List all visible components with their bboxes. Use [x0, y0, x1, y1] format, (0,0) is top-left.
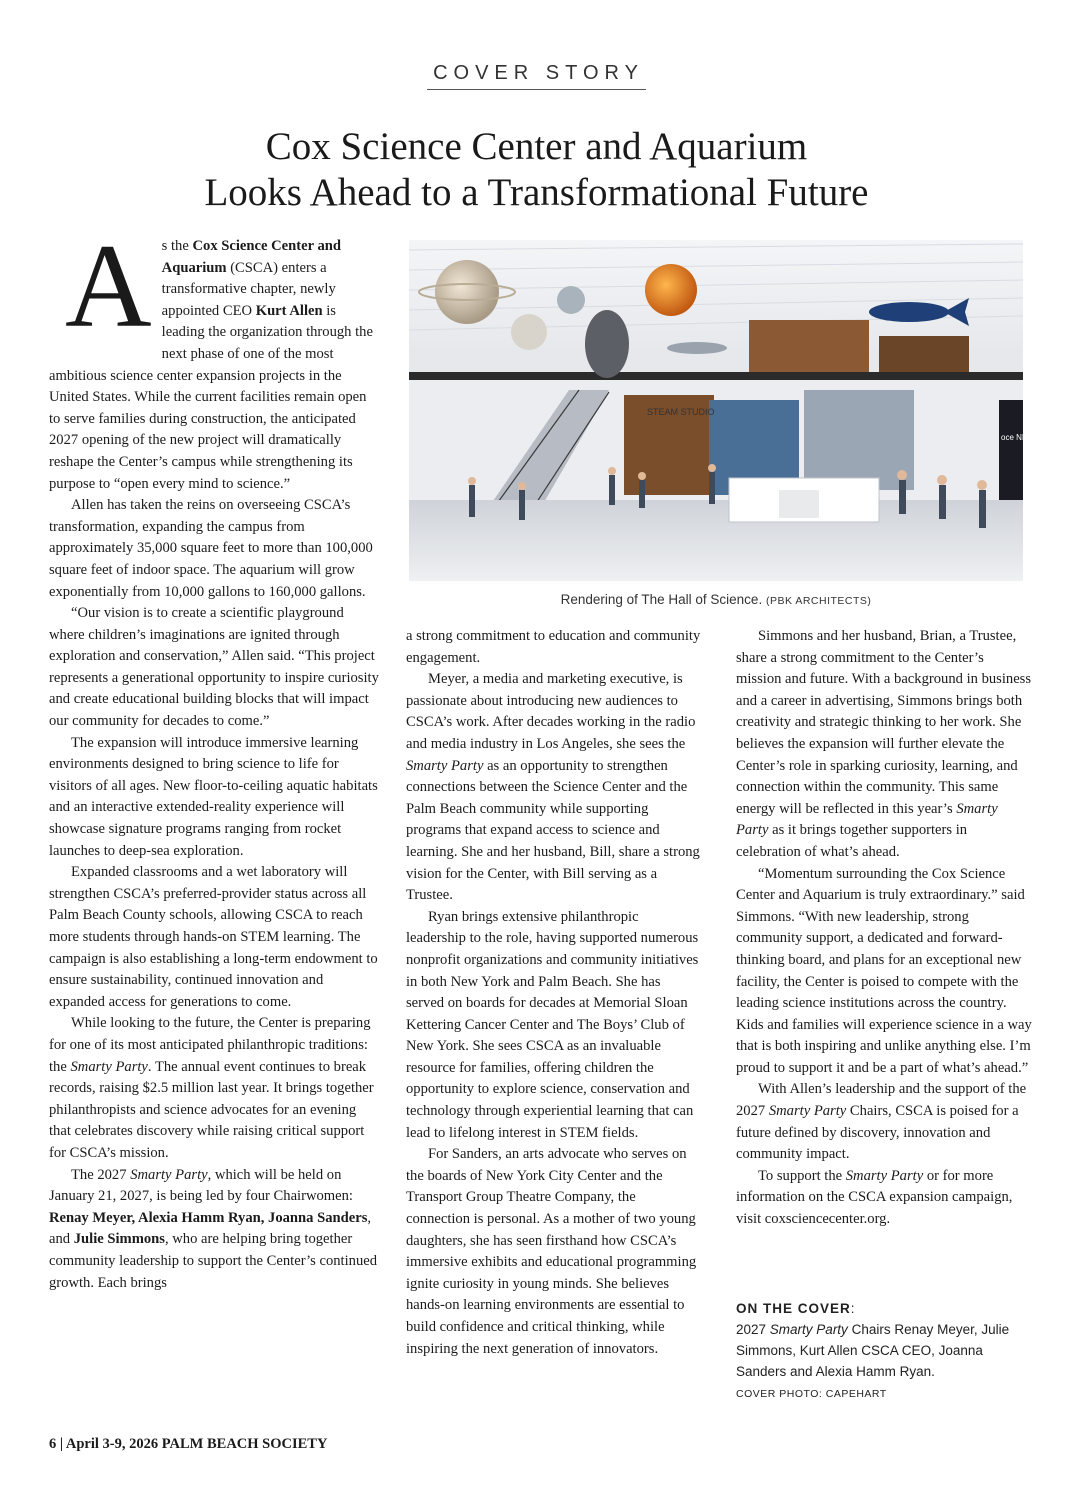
photo-credit: (PBK ARCHITECTS) [765, 595, 872, 607]
headline [0, 124, 1073, 216]
article-column-1 [49, 219, 379, 1294]
paragraph-8: a strong commitment to education and community engagement. [406, 628, 701, 666]
page-footer: 6 | April 3-9, 2026 PALM BEACH SOCIETY [49, 1436, 328, 1452]
paragraph-1: As the Cox Science Center and Aquarium (CSCA) enters a transformative chapter, newly appointed CEO Kurt Allen is leading the organization through the next phase of one of the most ambitious science center expansion projects in the United States. While the current facilities remain open to serve families during construction, the anticipated 2027 opening of the new project will dramatically reshape the Center’s campus while strengthening its purpose to “open every mind to science.” [49, 219, 373, 492]
article-column-2 [406, 626, 702, 1360]
paragraph-2: Allen has taken the reins on overseeing CSCA’s transformation, expanding the campus from approximately 35,000 square feet to more than 100,000 square feet of indoor space. The aquarium will grow exponentially from 10,000 gallons to 160,000 gallons. [49, 497, 373, 600]
photo-caption: Rendering of The Hall of Science. (PBK ARCHITECTS) [560, 592, 872, 607]
paragraph-9: Meyer, a media and marketing executive, is passionate about introducing new audiences to CSCA’s work. After decades working in the radio and media industry in Los Angeles, she sees the Smarty Party as an opportunity to strengthen connections between the Science Center and the Palm Beach community while supporting programs that expand access to science and learning. She and her husband, Bill, share a strong vision for the Center, with Bill serving as a Trustee. [406, 671, 700, 904]
paragraph-11: For Sanders, an arts advocate who serves on the boards of New York City Center and the Transport Group Theatre Company, the connection is personal. As a mother of two young daughters, she has seen firsthand how CSCA’s immersive exhibits and educational programming ignite curiosity in young minds. She believes hands-on learning environments are essential to build confidence and critical thinking, while inspiring the next generation of innovators. [406, 1146, 697, 1357]
paragraph-5: Expanded classrooms and a wet laboratory will strengthen CSCA’s preferred-provider status across all Palm Beach County schools, allowing CSCA to reach more students through hands-on STEM learning. The campaign is also establishing a long-term endowment to ensure sustainability, continued innovation and expanded access for generations to come. [49, 864, 378, 1010]
paragraph-6: While looking to the future, the Center is preparing for one of its most anticipated philanthropic traditions: the Smarty Party. The annual event continues to break records, raising $2.5 million last year. It brings together philanthropists and science advocates for an evening that celebrates discovery while raising critical support for CSCA’s mission. [49, 1015, 374, 1161]
headline-line-2: Looks Ahead to a Transformational Future [204, 171, 869, 214]
paragraph-12: Simmons and her husband, Brian, a Trustee, share a strong commitment to the Center’s mission and future. With a background in business and a career in advertising, Simmons brings both creativity and strategic thinking to her work. She believes the expansion will further elevate the Center’s role in sparking curiosity, learning, and connection within the community. This same energy will be reflected in this year’s Smarty Party as it brings together supporters in celebration of what’s ahead. [736, 628, 1032, 860]
paragraph-4: The expansion will introduce immersive learning environments designed to bring science to life for visitors of all ages. New floor-to-ceiling aquatic habitats and an interactive extended-reality experience will showcase signature programs ranging from rocket launches to deep-sea exploration. [49, 734, 378, 859]
section-kicker: COVER STORY [0, 62, 1073, 90]
cover-label: ON THE COVER [736, 1301, 851, 1316]
paragraph-14: With Allen’s leadership and the support of the 2027 Smarty Party Chairs, CSCA is poised for a future defined by discovery, innovation and community impact. [736, 1081, 1027, 1163]
paragraph-13: “Momentum surrounding the Cox Science Center and Aquarium is truly extraordinary.” said Simmons. “With new leadership, strong community support, a dedicated and forward-thinking board, and plans for an exceptional new facility, the Center is poised to compete with the leading science institutions across the country. Kids and families will experience science in a way that is both inspiring and unlike anything else. I’m proud to support it and be a part of what’s ahead.” [736, 865, 1032, 1076]
hall-of-science-rendering [409, 240, 1046, 581]
on-the-cover: ON THE COVER: 2027 Smarty Party Chairs Renay Meyer, Julie Simmons, Kurt Allen CSCA CEO, Joanna Sanders and Alexia Hamm Ryan. COVER PHOTO: CAPEHART [736, 1301, 1010, 1400]
svg-text:STEAM STUDIO: STEAM STUDIO [647, 407, 715, 417]
paragraph-15: To support the Smarty Party or for more information on the CSCA expansion campaign, visit coxsciencecenter.org. [736, 1167, 1013, 1228]
article-column-3 [736, 626, 1032, 1231]
paragraph-3: “Our vision is to create a scientific playground where children’s imaginations are ignited through exploration and conservation,” Allen said. “This project represents a generational opportunity to inspire curiosity and create educational building blocks that will impact our community for decades to come.” [49, 605, 379, 730]
headline-line-1: Cox Science Center and Aquarium [265, 125, 808, 168]
svg-text:oce NIG MU: oce NIG MU [1001, 433, 1046, 442]
cover-photo-credit: COVER PHOTO: CAPEHART [736, 1388, 887, 1400]
paragraph-10: Ryan brings extensive philanthropic leadership to the role, having supported numerous nonprofit organizations and community initiatives in both New York and Palm Beach. She has served on boards for decades at Memorial Sloan Kettering Cancer Center and The Boys’ Club of New York. She sees CSCA as an invaluable resource for families, offering children the opportunity to explore science, conservation and technology through experiential learning that can lead to lifelong interest in STEM fields. [406, 908, 699, 1141]
drop-cap: A [65, 219, 152, 352]
paragraph-7: The 2027 Smarty Party, which will be held on January 21, 2027, is being led by four Chairwomen: Renay Meyer, Alexia Hamm Ryan, Joanna Sanders, and Julie Simmons, who are helping bring together community leadership to support the Center’s continued growth. Each brings [49, 1166, 378, 1291]
rendering-illustration [409, 240, 1046, 581]
